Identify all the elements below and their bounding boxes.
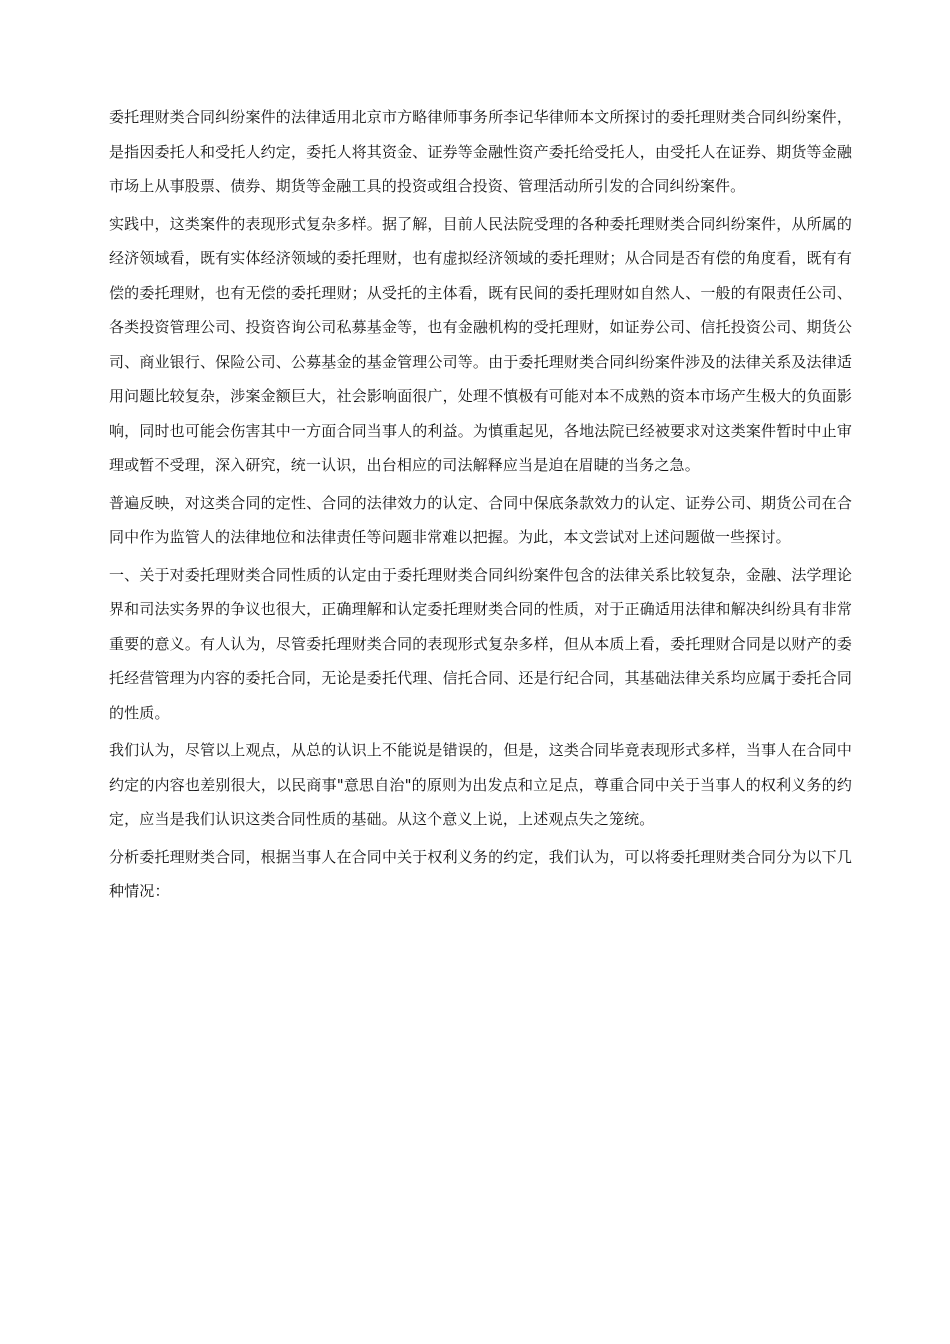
paragraph-practice: 实践中，这类案件的表现形式复杂多样。据了解，目前人民法院受理的各种委托理财类合同纠纷案件，从所属的经济领域看，既有实体经济领域的委托理财，也有虚拟经济领域的委托理财；从合同是否有偿的角度看，既有有偿的委托理财，也有无偿的委托理财；从受托的主体看，既有民间的委托理财如自然人、一般的有限责任公司、各类投资管理公司、投资咨询公司私募基金等，也有金融机构的受托理财，如证券公司、信托投资公司、期货公司、商业银行、保险公司、公募基金的基金管理公司等。由于委托理财类合同纠纷案件涉及的法律关系及法律适用问题比较复杂，涉案金额巨大，社会影响面很广，处理不慎极有可能对本不成熟的资本市场产生极大的负面影响，同时也可能会伤害其中一方面合同当事人的利益。为慎重起见，各地法院已经被要求对这类案件暂时中止审理或暂不受理，深入研究，统一认识，出台相应的司法解释应当是迫在眉睫的当务之急。 (109, 214, 852, 474)
paragraph-analysis: 分析委托理财类合同，根据当事人在合同中关于权利义务的约定，我们认为，可以将委托理财类合同分为以下几种情况： (109, 847, 852, 900)
paragraph-our-view: 我们认为，尽管以上观点，从总的认识上不能说是错误的，但是，这类合同毕竟表现形式多样，当事人在合同中约定的内容也差别很大，以民商事"意思自治"的原则为出发点和立足点，尊重合同中关于当事人的权利义务的约定，应当是我们认识这类合同性质的基础。从这个意义上说，上述观点失之笼统。 (109, 741, 852, 828)
paragraph-section-one: 一、关于对委托理财类合同性质的认定由于委托理财类合同纠纷案件包含的法律关系比较复杂，金融、法学理论界和司法实务界的争议也很大，正确理解和认定委托理财类合同的性质，对于正确适用法律和解决纠纷具有非常重要的意义。有人认为，尽管委托理财类合同的表现形式复杂多样，但从本质上看，委托理财合同是以财产的委托经营管理为内容的委托合同，无论是委托代理、信托合同、还是行纪合同，其基础法律关系均应属于委托合同的性质。 (109, 565, 852, 722)
document-page (109, 100, 852, 912)
paragraph-general-feedback: 普遍反映，对这类合同的定性、合同的法律效力的认定、合同中保底条款效力的认定、证券公司、期货公司在合同中作为监管人的法律地位和法律责任等问题非常难以把握。为此，本文尝试对上述问题做一些探讨。 (109, 493, 852, 546)
paragraph-intro: 委托理财类合同纠纷案件的法律适用北京市方略律师事务所李记华律师本文所探讨的委托理财类合同纠纷案件，是指因委托人和受托人约定，委托人将其资金、证券等金融性资产委托给受托人，由受托人在证券、期货等金融市场上从事股票、债券、期货等金融工具的投资或组合投资、管理活动所引发的合同纠纷案件。 (109, 108, 852, 195)
